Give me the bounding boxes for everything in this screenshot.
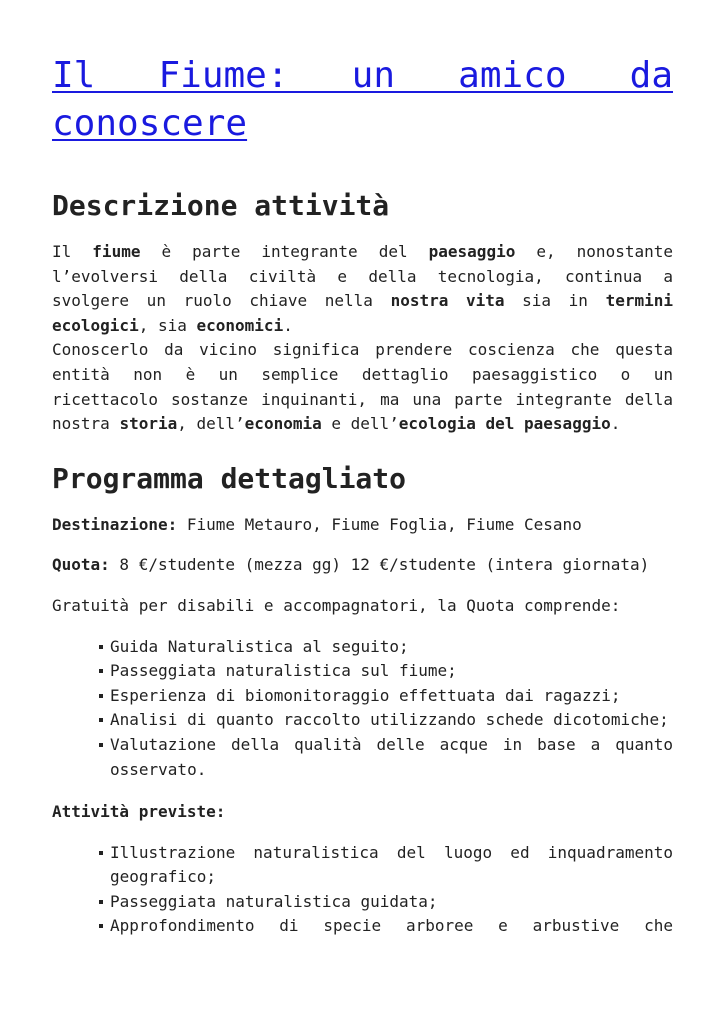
list-item (110, 841, 673, 890)
section-heading-programma: Programma dettagliato (52, 461, 407, 495)
square-bullet-icon (99, 694, 103, 698)
square-bullet-icon (99, 669, 103, 673)
list-item-text: Esperienza di biomonitoraggio effettuata dai ragazzi; (110, 685, 621, 705)
list-item (110, 890, 673, 915)
attivita-label: Attività previste: (52, 802, 226, 822)
list-item-text: Illustrazione naturalistica del luogo ed inquadramento geografico; (110, 842, 673, 887)
page-title (52, 52, 673, 148)
text: , dell’ (177, 414, 245, 434)
bold-text: paesaggio (428, 242, 516, 261)
quota-includes-list (52, 635, 673, 783)
section-heading-descrizione: Descrizione attività (52, 189, 390, 222)
square-bullet-icon (99, 645, 103, 649)
list-item-text: Analisi di quanto raccolto utilizzando schede dicotomiche; (110, 710, 669, 730)
attivita-label-line (52, 800, 673, 825)
destinazione-value: Fiume Metauro, Fiume Foglia, Fiume Cesano (177, 514, 582, 534)
text: Conoscerlo da vicino significa prendere coscienza che questa entità non è un semplice dettaglio paesaggistico o un ricettacolo sostanze inquinanti, ma una parte integrante della nostra (52, 340, 673, 434)
description-paragraph-1 (52, 240, 673, 338)
article (52, 52, 673, 939)
text: è parte integrante del (140, 242, 429, 261)
bold-text: economici (196, 315, 284, 335)
bold-text: ecologia del paesaggio (398, 414, 611, 434)
gratuita-line: Gratuità per disabili e accompagnatori, la Quota comprende: (52, 595, 621, 615)
list-item-text: Approfondimento di specie arboree e arbustive che (110, 916, 673, 936)
text: . (283, 315, 293, 335)
bold-text: nostra vita (390, 291, 505, 311)
list-item-text: Valutazione della qualità delle acque in base a quanto osservato. (110, 734, 673, 779)
quota-label: Quota: (52, 555, 110, 575)
attivita-list (52, 841, 673, 939)
bold-text: storia (119, 414, 178, 434)
bold-text: economia (244, 414, 322, 434)
destinazione-line (52, 513, 673, 538)
text: e dell’ (321, 414, 399, 434)
list-item (110, 733, 673, 782)
list-item (110, 708, 673, 733)
square-bullet-icon (99, 924, 103, 928)
quota-line (52, 553, 673, 578)
text: Il (52, 242, 93, 261)
list-item-text: Passeggiata naturalistica sul fiume; (110, 661, 457, 681)
square-bullet-icon (99, 743, 103, 747)
bold-text: fiume (92, 242, 141, 261)
text: , sia (138, 315, 197, 335)
list-item (110, 914, 673, 939)
text: e, nonostante l’evolversi della civiltà e della tecnologia, continua a svolgere un ruolo chiave nella (52, 242, 673, 311)
square-bullet-icon (99, 900, 103, 904)
list-item-text: Guida Naturalistica al seguito; (110, 636, 409, 656)
list-item (110, 684, 673, 709)
list-item-text: Passeggiata naturalistica guidata; (110, 891, 438, 911)
bold-text: termini ecologici (52, 291, 674, 335)
text: . (610, 414, 621, 434)
list-item (110, 635, 673, 660)
description-paragraph-2 (52, 338, 673, 436)
square-bullet-icon (99, 718, 103, 722)
list-item (110, 659, 673, 684)
quota-value: 8 €/studente (mezza gg) 12 €/studente (intera giornata) (109, 555, 650, 575)
square-bullet-icon (99, 851, 103, 855)
page-title-link[interactable]: Il Fiume: un amico da conoscere (52, 55, 673, 144)
destinazione-label: Destinazione: (52, 514, 178, 534)
text: sia in (504, 291, 606, 311)
